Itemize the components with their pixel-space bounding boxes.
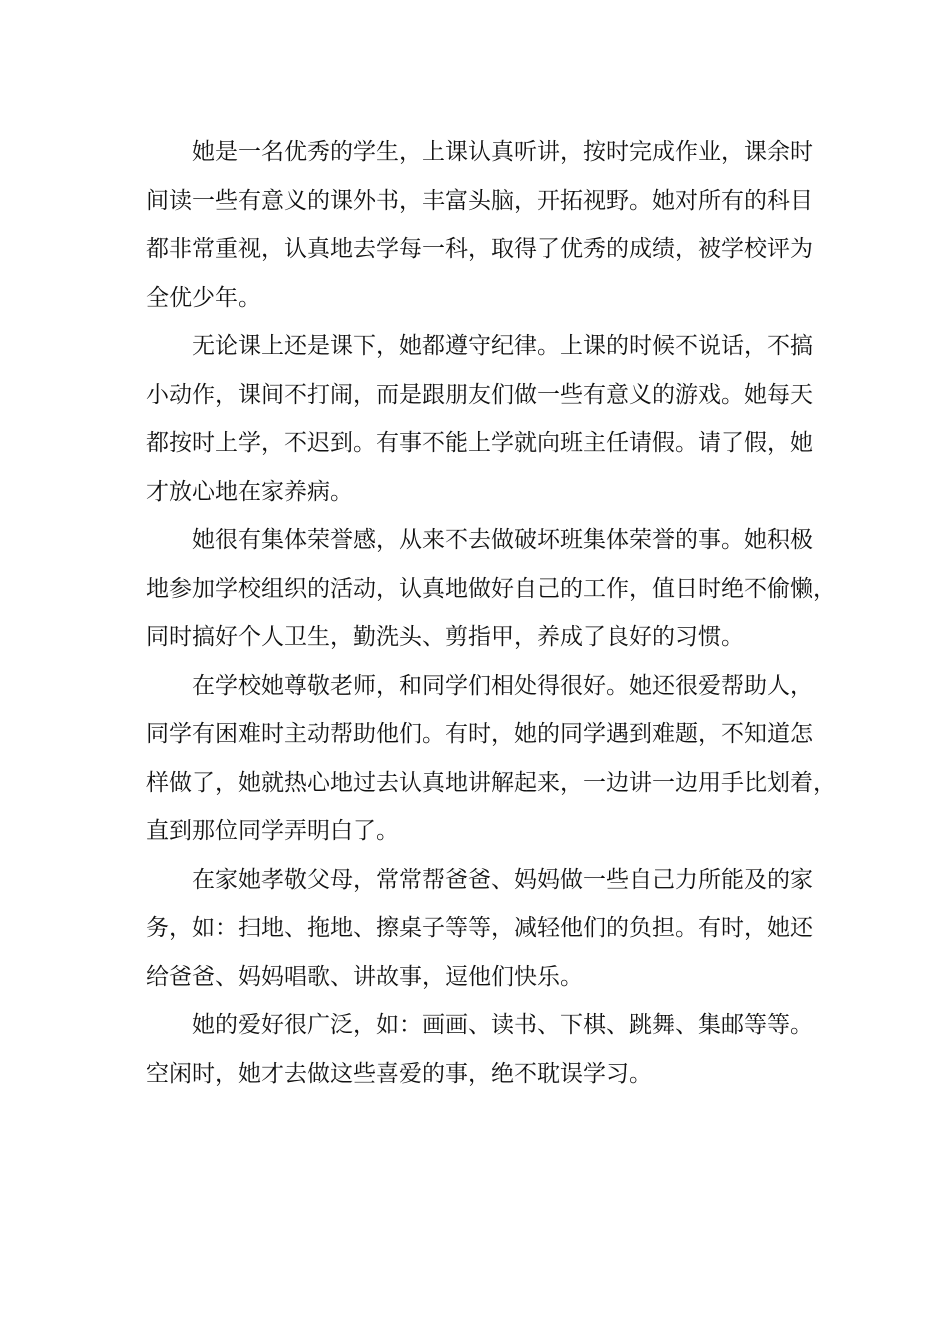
paragraph-line: 同学有困难时主动帮助他们。有时，她的同学遇到难题，不知道怎 <box>146 721 813 747</box>
paragraph-line: 都非常重视，认真地去学每一科，取得了优秀的成绩，被学校评为 <box>146 236 813 262</box>
paragraph-line: 她的爱好很广泛，如：画画、读书、下棋、跳舞、集邮等等。 <box>192 1012 813 1038</box>
paragraph-line: 小动作，课间不打闹，而是跟朋友们做一些有意义的游戏。她每天 <box>146 381 813 408</box>
paragraph-line: 都按时上学，不迟到。有事不能上学就向班主任请假。请了假，她 <box>146 430 813 456</box>
paragraph-line: 务，如：扫地、拖地、擦桌子等等，减轻他们的负担。有时，她还 <box>146 915 813 941</box>
paragraph-line: 全优少年。 <box>146 284 261 311</box>
paragraph-line: 她是一名优秀的学生，上课认真听讲，按时完成作业，课余时 <box>192 139 813 165</box>
paragraph-line: 在家她孝敬父母，常常帮爸爸、妈妈做一些自己力所能及的家 <box>192 866 813 893</box>
paragraph-line: 空闲时，她才去做这些喜爱的事，绝不耽误学习。 <box>146 1060 652 1087</box>
paragraph-line: 地参加学校组织的活动，认真地做好自己的工作，值日时绝不偷懒， <box>146 575 836 602</box>
paragraph-line: 给爸爸、妈妈唱歌、讲故事，逗他们快乐。 <box>146 963 583 990</box>
paragraph-line: 样做了，她就热心地过去认真地讲解起来，一边讲一边用手比划着， <box>146 769 836 796</box>
paragraph-4 <box>146 662 836 856</box>
paragraph-1 <box>146 128 836 322</box>
paragraph-6 <box>146 1001 836 1098</box>
document-body <box>146 128 836 1098</box>
paragraph-line: 同时搞好个人卫生，勤洗头、剪指甲，养成了良好的习惯。 <box>146 624 744 650</box>
paragraph-line: 在学校她尊敬老师，和同学们相处得很好。她还很爱帮助人， <box>192 672 813 699</box>
paragraph-2 <box>146 322 836 516</box>
paragraph-line: 她很有集体荣誉感，从来不去做破坏班集体荣誉的事。她积极 <box>192 527 813 553</box>
paragraph-5 <box>146 856 836 1002</box>
paragraph-3 <box>146 516 836 662</box>
paragraph-line: 间读一些有意义的课外书，丰富头脑，开拓视野。她对所有的科目 <box>146 187 813 214</box>
paragraph-line: 直到那位同学弄明白了。 <box>146 818 399 844</box>
paragraph-line: 才放心地在家养病。 <box>146 478 353 505</box>
paragraph-line: 无论课上还是课下，她都遵守纪律。上课的时候不说话，不搞 <box>192 333 813 359</box>
